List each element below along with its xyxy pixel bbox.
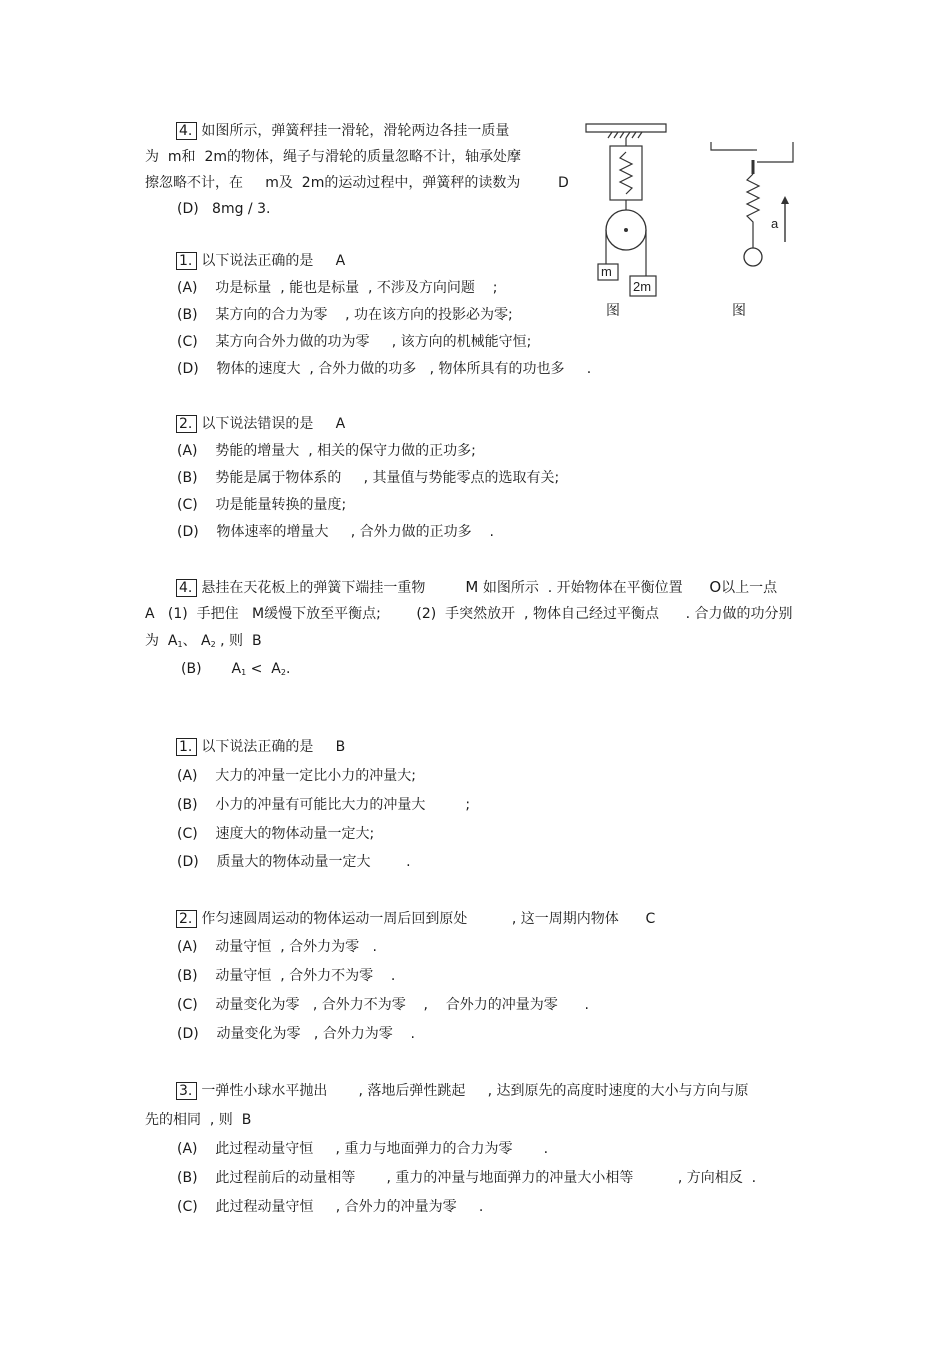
spring-coil — [747, 174, 759, 248]
spring-figure — [705, 138, 805, 278]
option-b: (B) 小力的冲量有可能比大力的冲量大 ; — [177, 797, 471, 813]
q-spring-line2: A (1) 手把住 M缓慢下放至平衡点; (2) 手突然放开 , 物体自己经过平衡点 . 合力做的功分别 — [145, 606, 793, 622]
q-pulley-answer: D — [558, 175, 569, 191]
option-c: (C) 此过程动量守恒 , 合外力的冲量为零 . — [177, 1199, 484, 1215]
q-momentum-true-stem: 1. 以下说法正确的是 B — [176, 738, 345, 756]
q-pulley-line3: 擦忽略不计，在 m及 2m的运动过程中，弹簧秤的读数为 — [145, 175, 521, 191]
option-d: (D) 物体速率的增量大 , 合外力做的正功多 . — [177, 524, 494, 540]
option-b: (B) 势能是属于物体系的 , 其量值与势能零点的选取有关; — [177, 470, 560, 486]
q-spring-line3: 为 $A_1$、 $A_2$ , 则 B — [145, 633, 262, 649]
mass-small-label: m — [601, 264, 612, 279]
ceiling — [711, 142, 753, 150]
q-pulley-option-d: (D) 8mg / 3. — [177, 201, 271, 217]
option-d: (D) 物体的速度大 , 合外力做的功多 , 物体所具有的功也多 . — [177, 361, 592, 377]
question-number: 4. — [176, 122, 197, 140]
mass-large-label: 2m — [633, 279, 652, 294]
q-bounce-line1: 3. 一弹性小球水平抛出 , 落地后弹性跳起 , 达到原先的高度时速度的大小与方向与原 — [176, 1082, 749, 1100]
option-b: (B) 某方向的合力为零 , 功在该方向的投影必为零; — [177, 307, 513, 323]
ceiling-bracket — [586, 124, 666, 146]
question-number: 2. — [176, 415, 197, 433]
q-bounce-line2: 先的相同 , 则 B — [145, 1112, 252, 1128]
option-d: (D) 质量大的物体动量一定大 . — [177, 854, 411, 870]
question-number: 2. — [176, 910, 197, 928]
option-c: (C) 动量变化为零 , 合外力不为零 , 合外力的冲量为零 . — [177, 997, 589, 1013]
question-number: 4. — [176, 579, 197, 597]
q-spring-line1: 4. 悬挂在天花板上的弹簧下端挂一重物 M 如图所示 . 开始物体在平衡位置 O以上一点 — [176, 578, 777, 597]
hanging-mass — [744, 248, 762, 266]
pulley-caption: 图 — [606, 303, 620, 319]
option-a: (A) 势能的增量大 , 相关的保守力做的正功多; — [177, 443, 476, 459]
question-number: 1. — [176, 738, 197, 756]
option-a: (A) 此过程动量守恒 , 重力与地面弹力的合力为零 . — [177, 1141, 549, 1157]
arrow-label: a — [771, 216, 779, 231]
option-c: (C) 速度大的物体动量一定大; — [177, 826, 375, 842]
q-spring-answer: (B) $A_1 < A_2$. — [181, 661, 291, 677]
option-c: (C) 某方向合外力做的功为零 , 该方向的机械能守恒; — [177, 334, 532, 350]
option-b: (B) 此过程前后的动量相等 , 重力的冲量与地面弹力的冲量大小相等 , 方向相反 . — [177, 1170, 757, 1186]
q-work-false-stem: 2. 以下说法错误的是 A — [176, 415, 345, 433]
question-number: 3. — [176, 1082, 197, 1100]
spring-scale — [610, 146, 642, 210]
option-a: (A) 大力的冲量一定比小力的冲量大; — [177, 768, 417, 784]
q-pulley-line1: 4. 如图所示，弹簧秤挂一滑轮，滑轮两边各挂一质量 — [176, 122, 509, 140]
spring-caption: 图 — [732, 303, 746, 319]
option-b: (B) 动量守恒 , 合外力不为零 . — [177, 968, 396, 984]
question-number: 1. — [176, 252, 197, 270]
option-d: (D) 动量变化为零 , 合外力为零 . — [177, 1026, 416, 1042]
q-pulley-line2: 为 m和 2m的物体，绳子与滑轮的质量忽略不计，轴承处摩 — [145, 149, 521, 165]
option-a: (A) 功是标量 , 能也是标量 , 不涉及方向问题 ; — [177, 280, 498, 296]
pulley-figure — [580, 118, 690, 318]
q-work-true-stem: 1. 以下说法正确的是 A — [176, 252, 345, 270]
q-circular-stem: 2. 作匀速圆周运动的物体运动一周后回到原处 , 这一周期内物体 C — [176, 910, 655, 928]
option-c: (C) 功是能量转换的量度; — [177, 497, 347, 513]
option-a: (A) 动量守恒 , 合外力为零 . — [177, 939, 377, 955]
